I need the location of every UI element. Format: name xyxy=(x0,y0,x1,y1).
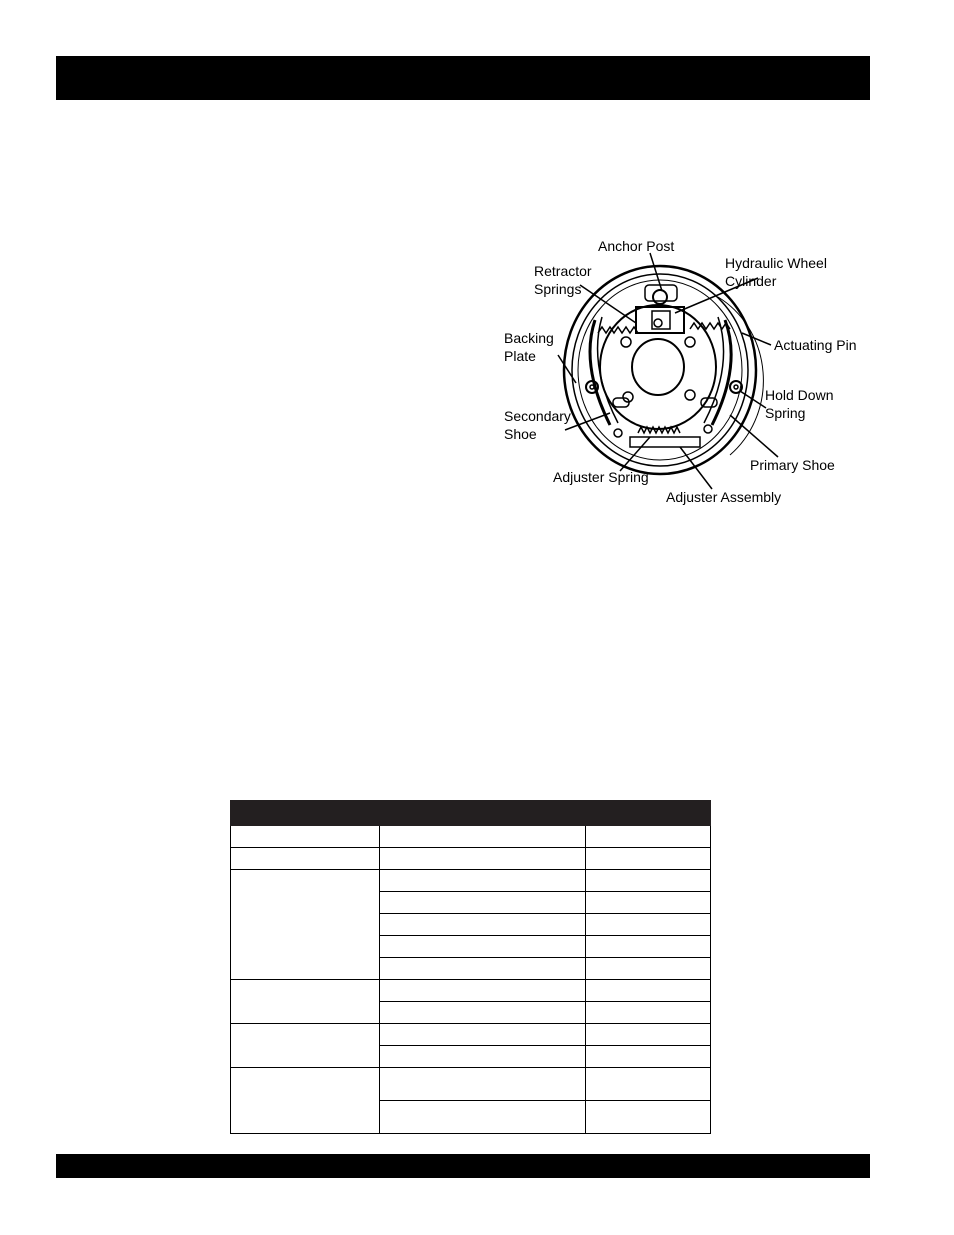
table-cell xyxy=(380,892,586,914)
table-cell xyxy=(586,826,711,848)
table-cell xyxy=(380,826,586,848)
label-hold-down: Hold Down xyxy=(765,387,834,403)
label-plate: Plate xyxy=(504,348,536,364)
label-secondary: Secondary xyxy=(504,408,571,424)
label-adjuster-spring: Adjuster Spring xyxy=(553,469,649,485)
table-cell xyxy=(586,848,711,870)
table-group-cell xyxy=(231,1068,380,1134)
table-header-row xyxy=(231,801,711,826)
table-cell xyxy=(380,958,586,980)
table-row xyxy=(231,848,711,870)
label-retractor: Retractor xyxy=(534,263,592,279)
label-adjuster-assembly: Adjuster Assembly xyxy=(666,489,782,505)
table-cell xyxy=(380,914,586,936)
table-cell xyxy=(380,980,586,1002)
table-cell xyxy=(586,958,711,980)
table-cell xyxy=(586,1101,711,1134)
table-row xyxy=(231,980,711,1002)
table-cell xyxy=(586,892,711,914)
label-hydraulic-wheel: Hydraulic Wheel xyxy=(725,255,827,271)
label-primary-shoe: Primary Shoe xyxy=(750,457,835,473)
table-cell xyxy=(380,1068,586,1101)
label-springs: Springs xyxy=(534,281,582,297)
table-cell xyxy=(586,980,711,1002)
table-group-cell xyxy=(231,1024,380,1068)
table-cell xyxy=(380,870,586,892)
table-cell xyxy=(380,1024,586,1046)
footer-bar xyxy=(56,1154,870,1178)
table-group-cell xyxy=(231,870,380,980)
spec-table xyxy=(230,800,711,1134)
table-cell xyxy=(231,826,380,848)
table-row xyxy=(231,1024,711,1046)
label-anchor-post: Anchor Post xyxy=(598,238,675,254)
table-cell xyxy=(586,1024,711,1046)
table-cell xyxy=(380,848,586,870)
table-cell xyxy=(380,1002,586,1024)
table-cell xyxy=(586,914,711,936)
table-cell xyxy=(380,936,586,958)
table-row xyxy=(231,1068,711,1101)
table-cell xyxy=(380,1101,586,1134)
table-cell xyxy=(380,1046,586,1068)
table-cell xyxy=(231,848,380,870)
table-row xyxy=(231,870,711,892)
brake-assembly-diagram xyxy=(490,225,880,525)
label-shoe: Shoe xyxy=(504,426,537,442)
table-header xyxy=(231,801,711,826)
table-cell xyxy=(586,936,711,958)
table-cell xyxy=(586,1002,711,1024)
table-cell xyxy=(586,870,711,892)
label-backing: Backing xyxy=(504,330,554,346)
table-group-cell xyxy=(231,980,380,1024)
header-bar xyxy=(56,56,870,100)
table-row xyxy=(231,826,711,848)
label-spring: Spring xyxy=(765,405,806,421)
table-cell xyxy=(586,1046,711,1068)
label-actuating-pin: Actuating Pin xyxy=(774,337,857,353)
table-cell xyxy=(586,1068,711,1101)
label-cylinder: Cylinder xyxy=(725,273,777,289)
